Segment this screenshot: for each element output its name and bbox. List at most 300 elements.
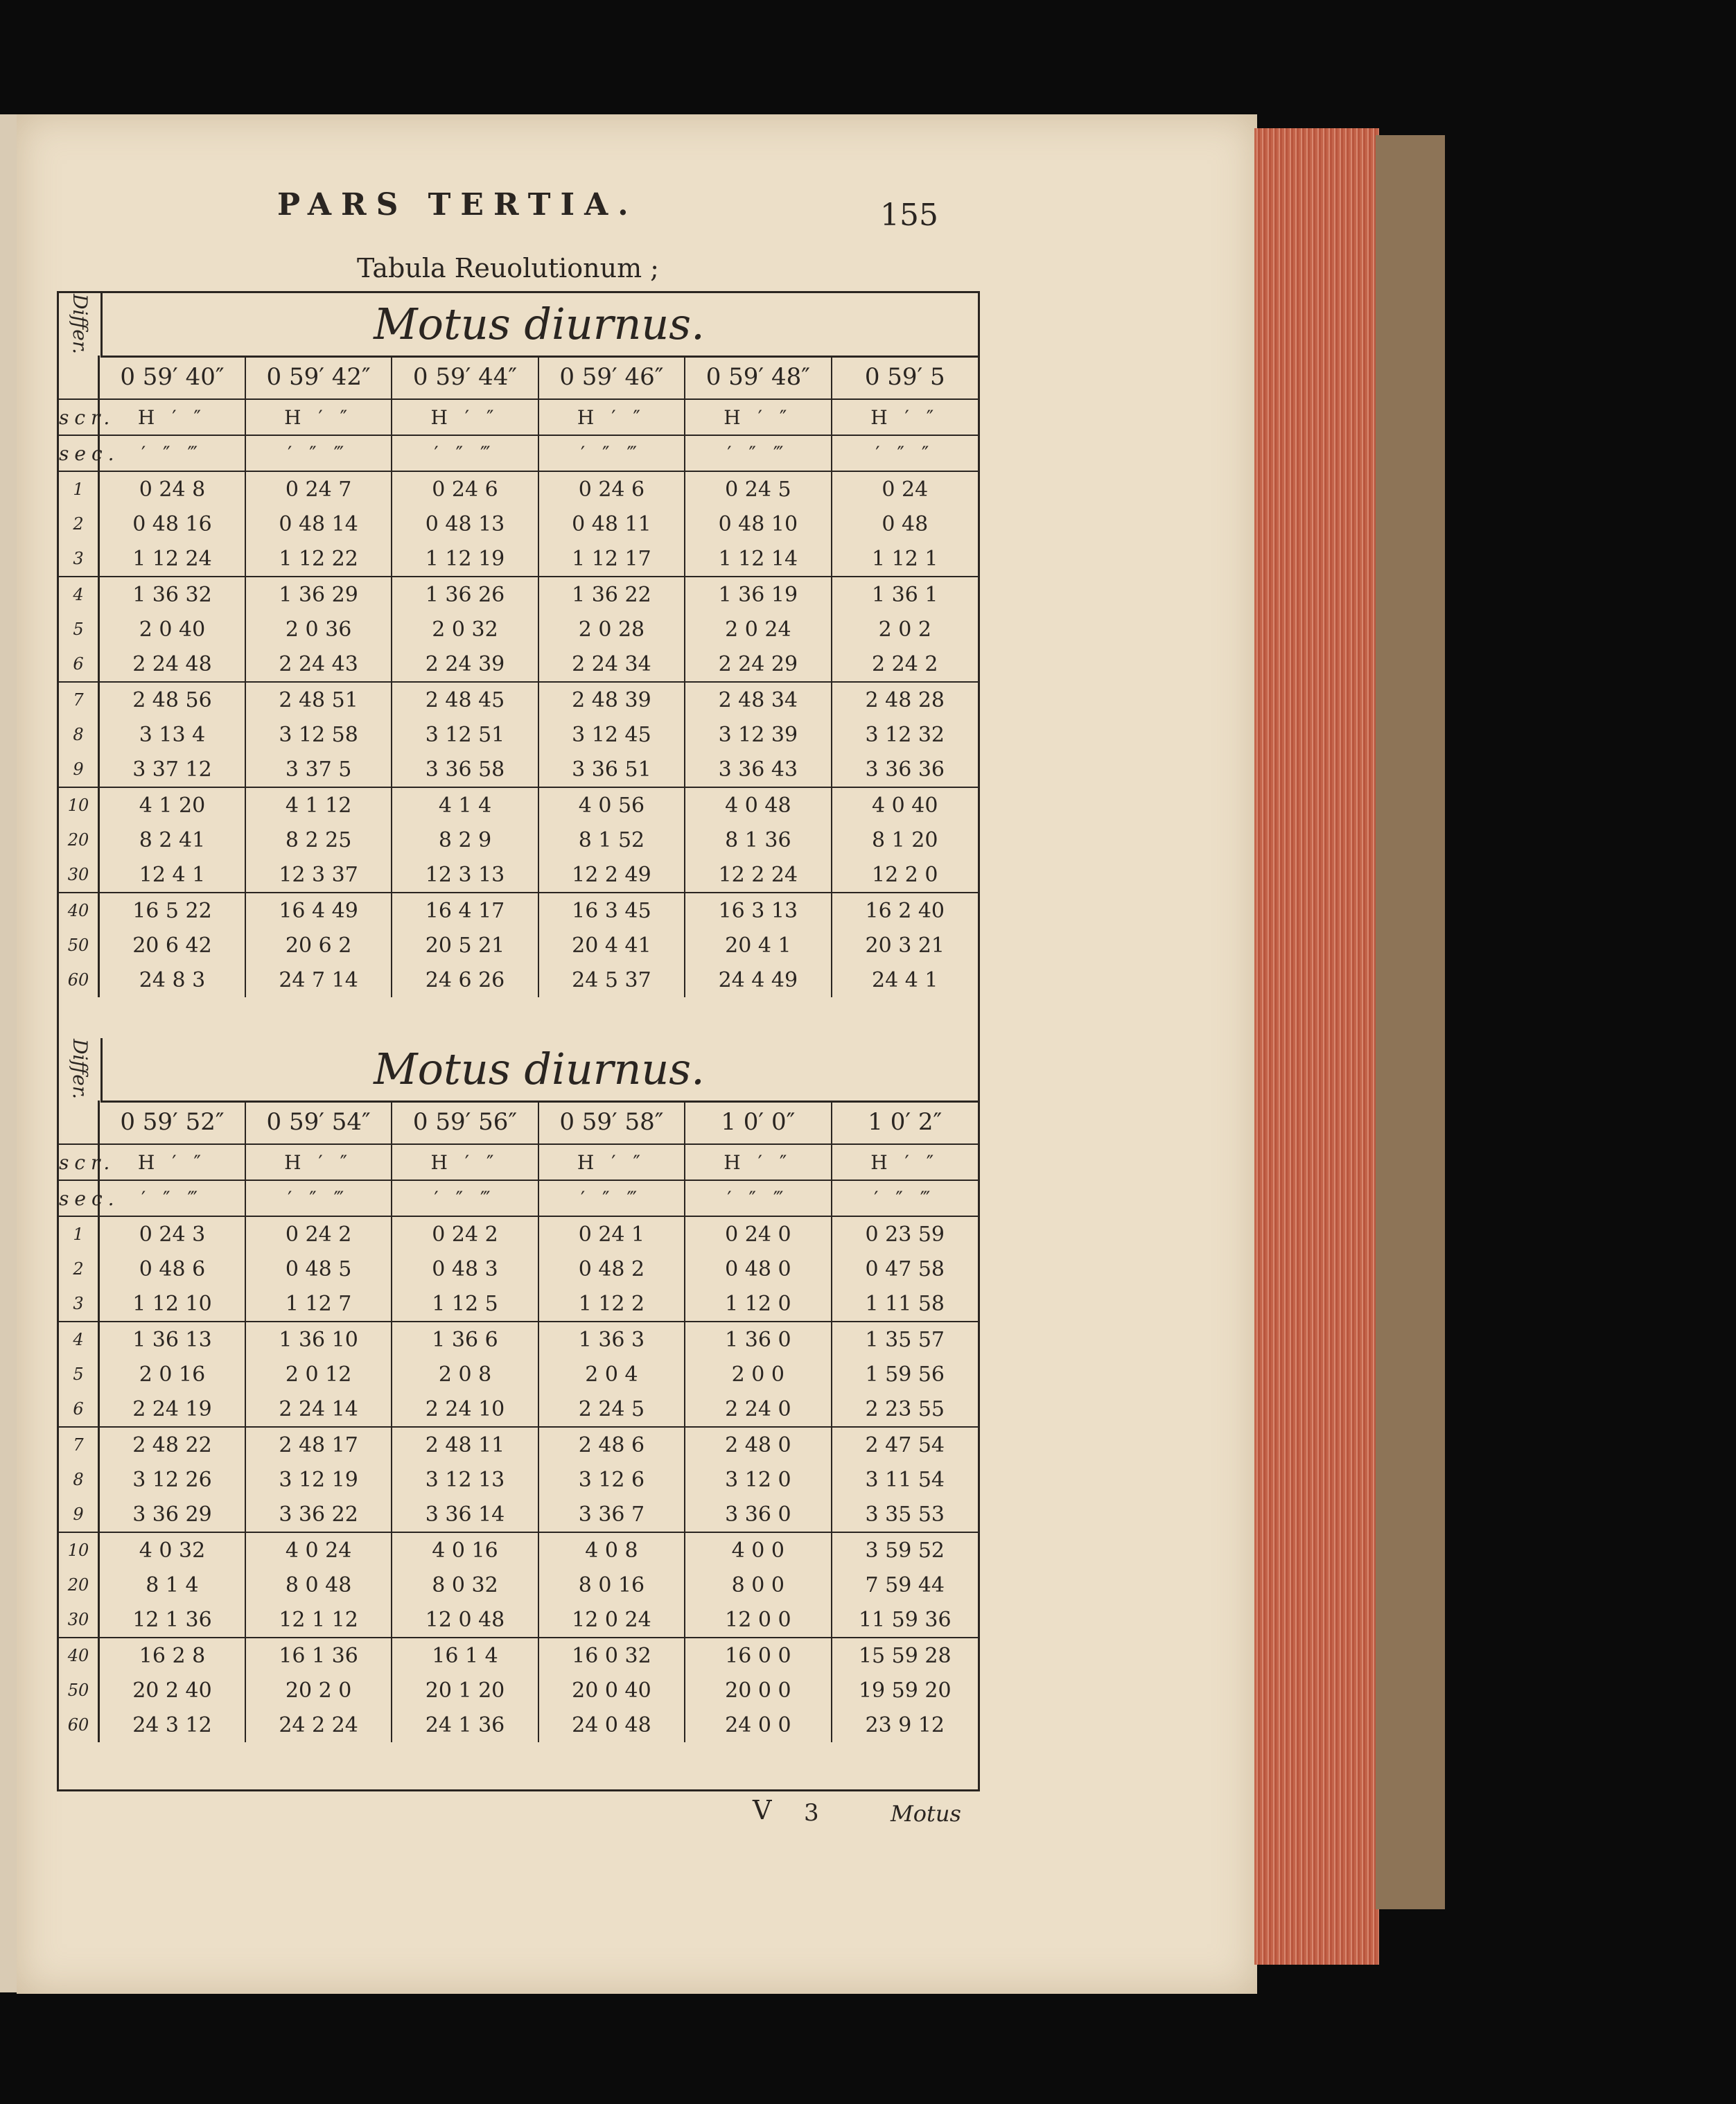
table-cell: 2 0 2 (832, 612, 978, 647)
table-cell: 0 59′ 46″ (538, 356, 685, 399)
table-cell: 2 48 45 (392, 682, 538, 717)
table-cell: 2 0 12 (245, 1357, 392, 1392)
row-label: 7 (59, 1427, 99, 1462)
table-cell: 1 59 56 (832, 1357, 978, 1392)
table-cell: 24 5 37 (538, 963, 685, 997)
table-cell: 20 4 1 (685, 928, 831, 963)
table-cell: 2 48 22 (99, 1427, 245, 1462)
row-label: scr. (59, 399, 99, 435)
table-cell: 20 6 2 (245, 928, 392, 963)
table-row (59, 471, 978, 507)
table-cell: 8 0 16 (538, 1568, 685, 1602)
table-cell: 2 24 14 (245, 1392, 392, 1427)
row-label: 50 (59, 1673, 99, 1708)
table-cell: 20 3 21 (832, 928, 978, 963)
table-cell: ′ ″ ‴ (99, 435, 245, 471)
table-cell: 3 59 52 (832, 1532, 978, 1568)
table-cell: 0 24 1 (538, 1216, 685, 1252)
row-label: 20 (59, 823, 99, 857)
row-label: 8 (59, 1462, 99, 1497)
table-cell: 0 48 10 (685, 507, 831, 541)
table-row (59, 1602, 978, 1638)
table-cell: 8 1 36 (685, 823, 831, 857)
table-cell: 0 59′ 42″ (245, 356, 392, 399)
table-cell: 3 12 13 (392, 1462, 538, 1497)
row-label: 6 (59, 647, 99, 682)
table-row (59, 1568, 978, 1602)
table-cell: 20 1 20 (392, 1673, 538, 1708)
table-cell: 0 59′ 52″ (99, 1101, 245, 1144)
table-cell: 0 24 6 (392, 471, 538, 507)
table-row (59, 857, 978, 893)
table-row (59, 1357, 978, 1392)
table-cell: 2 0 40 (99, 612, 245, 647)
table-cell: 1 36 10 (245, 1322, 392, 1357)
table-cell: 1 12 2 (538, 1286, 685, 1322)
table-cell: 4 0 56 (538, 787, 685, 823)
revolution-table (57, 291, 980, 1791)
table-cell: 0 23 59 (832, 1216, 978, 1252)
table-cell: ′ ″ ‴ (685, 435, 831, 471)
table-cell: 1 12 22 (245, 541, 392, 577)
table-cell: H ′ ″ (99, 399, 245, 435)
table-cell: 12 2 0 (832, 857, 978, 893)
table-cell: 3 11 54 (832, 1462, 978, 1497)
table-cell: 2 0 36 (245, 612, 392, 647)
table-cell: 3 12 0 (685, 1462, 831, 1497)
table-cell: 0 59′ 5 (832, 356, 978, 399)
table-cell: 20 5 21 (392, 928, 538, 963)
row-label: 60 (59, 1708, 99, 1742)
sub-table-1 (59, 356, 978, 997)
table-cell: 0 59′ 54″ (245, 1101, 392, 1144)
table-cell: 3 36 14 (392, 1497, 538, 1532)
table-row (59, 752, 978, 787)
table-cell: 3 12 39 (685, 717, 831, 752)
book-cover-edge (1376, 135, 1445, 1909)
table-cell: 2 24 2 (832, 647, 978, 682)
table-row (59, 1180, 978, 1216)
table-cell: 4 0 32 (99, 1532, 245, 1568)
table-cell: H ′ ″ (538, 1144, 685, 1180)
table-cell: H ′ ″ (99, 1144, 245, 1180)
table-cell: H ′ ″ (538, 399, 685, 435)
row-label: scr. (59, 1144, 99, 1180)
table-cell: 3 12 58 (245, 717, 392, 752)
table-cell: 1 0′ 2″ (832, 1101, 978, 1144)
table-cell: 16 5 22 (99, 893, 245, 928)
table-cell: 24 4 49 (685, 963, 831, 997)
table-cell: H ′ ″ (245, 1144, 392, 1180)
table-cell: 2 0 28 (538, 612, 685, 647)
row-label: 4 (59, 1322, 99, 1357)
table-cell: 0 48 16 (99, 507, 245, 541)
signature-mark: V (753, 1795, 772, 1825)
table-cell: 7 59 44 (832, 1568, 978, 1602)
table-cell: 0 59′ 56″ (392, 1101, 538, 1144)
row-label: 5 (59, 1357, 99, 1392)
table-cell: 0 47 58 (832, 1252, 978, 1286)
table-cell: 16 0 32 (538, 1638, 685, 1673)
table-row (59, 1532, 978, 1568)
table-cell: 4 0 0 (685, 1532, 831, 1568)
table-cell: 0 24 6 (538, 471, 685, 507)
table-cell: 3 13 4 (99, 717, 245, 752)
table-cell: 16 4 17 (392, 893, 538, 928)
table-cell: 2 48 28 (832, 682, 978, 717)
table-row (59, 435, 978, 471)
table-cell: 3 36 36 (832, 752, 978, 787)
table-cell: 8 0 0 (685, 1568, 831, 1602)
table-cell: 1 36 3 (538, 1322, 685, 1357)
table-cell: 4 0 48 (685, 787, 831, 823)
table-cell: ′ ″ ‴ (245, 1180, 392, 1216)
table-cell: 0 59′ 48″ (685, 356, 831, 399)
row-label: 2 (59, 507, 99, 541)
table-cell: 0 59′ 40″ (99, 356, 245, 399)
table-cell: 2 24 48 (99, 647, 245, 682)
table-row (59, 541, 978, 577)
table-row (59, 1638, 978, 1673)
table-cell: 0 24 3 (99, 1216, 245, 1252)
table-cell: 0 24 5 (685, 471, 831, 507)
table-cell: 0 48 13 (392, 507, 538, 541)
table-row (59, 823, 978, 857)
row-label: 1 (59, 1216, 99, 1252)
table-cell: 3 12 6 (538, 1462, 685, 1497)
table-cell: 4 0 8 (538, 1532, 685, 1568)
table-cell: 2 0 24 (685, 612, 831, 647)
table-cell: 2 24 34 (538, 647, 685, 682)
table-cell: 12 3 37 (245, 857, 392, 893)
table-cell: 20 0 40 (538, 1673, 685, 1708)
table-cell: 0 24 2 (392, 1216, 538, 1252)
table-cell: 2 48 11 (392, 1427, 538, 1462)
table-cell: ′ ″ ‴ (685, 1180, 831, 1216)
table-cell: 0 48 11 (538, 507, 685, 541)
table-cell: 2 24 43 (245, 647, 392, 682)
table-cell: 3 12 19 (245, 1462, 392, 1497)
table-cell: 0 59′ 44″ (392, 356, 538, 399)
table-cell: 19 59 20 (832, 1673, 978, 1708)
row-label: 60 (59, 963, 99, 997)
table-cell: 1 35 57 (832, 1322, 978, 1357)
table-cell: 24 7 14 (245, 963, 392, 997)
row-label: 10 (59, 1532, 99, 1568)
table-cell: 20 0 0 (685, 1673, 831, 1708)
row-label (59, 356, 99, 399)
table-cell: 16 1 36 (245, 1638, 392, 1673)
motion-table (59, 356, 978, 997)
table-cell: H ′ ″ (685, 1144, 831, 1180)
table-cell: 1 36 13 (99, 1322, 245, 1357)
table-cell: 1 12 24 (99, 541, 245, 577)
table-cell: 2 24 29 (685, 647, 831, 682)
table-cell: 12 0 24 (538, 1602, 685, 1638)
table-cell: 12 1 36 (99, 1602, 245, 1638)
table-cell: 1 36 0 (685, 1322, 831, 1357)
table-cell: 0 48 3 (392, 1252, 538, 1286)
table-cell: 12 2 24 (685, 857, 831, 893)
table-cell: 1 12 5 (392, 1286, 538, 1322)
table-cell: 0 59′ 58″ (538, 1101, 685, 1144)
table-cell: 2 48 17 (245, 1427, 392, 1462)
table-cell: 2 24 0 (685, 1392, 831, 1427)
table-cell: 16 3 45 (538, 893, 685, 928)
table-cell: 16 2 40 (832, 893, 978, 928)
table-row (59, 1322, 978, 1357)
table-cell: 20 4 41 (538, 928, 685, 963)
table-cell: 2 48 39 (538, 682, 685, 717)
table-cell: 0 24 7 (245, 471, 392, 507)
page-number: 155 (880, 198, 938, 233)
table-cell: 1 36 32 (99, 577, 245, 612)
row-label: 50 (59, 928, 99, 963)
table-cell: ′ ″ ‴ (832, 1180, 978, 1216)
table-cell: 2 24 10 (392, 1392, 538, 1427)
table-cell: 20 2 40 (99, 1673, 245, 1708)
table-cell: 3 12 26 (99, 1462, 245, 1497)
running-head: PARS TERTIA. (277, 187, 638, 222)
table-cell: 24 3 12 (99, 1708, 245, 1742)
table-cell: H ′ ″ (392, 399, 538, 435)
table-cell: 4 1 20 (99, 787, 245, 823)
table-row (59, 399, 978, 435)
table-cell: 2 0 0 (685, 1357, 831, 1392)
row-label: 4 (59, 577, 99, 612)
table-cell: 2 0 4 (538, 1357, 685, 1392)
table-cell: 4 0 24 (245, 1532, 392, 1568)
table-cell: 4 0 16 (392, 1532, 538, 1568)
table-cell: 1 36 26 (392, 577, 538, 612)
table-cell: 24 1 36 (392, 1708, 538, 1742)
table-cell: 3 36 29 (99, 1497, 245, 1532)
row-label: 2 (59, 1252, 99, 1286)
table-row (59, 1286, 978, 1322)
table-cell: H ′ ″ (832, 399, 978, 435)
table-cell: 12 0 48 (392, 1602, 538, 1638)
row-label: 30 (59, 857, 99, 893)
table-cell: 4 1 12 (245, 787, 392, 823)
table-cell: 16 3 13 (685, 893, 831, 928)
table-cell: 24 0 0 (685, 1708, 831, 1742)
table-cell: 4 1 4 (392, 787, 538, 823)
side-label-differ-2: Differ. (59, 1038, 103, 1101)
table-cell: 1 36 6 (392, 1322, 538, 1357)
table-cell: 24 8 3 (99, 963, 245, 997)
row-label: 9 (59, 752, 99, 787)
table-cell: 2 24 5 (538, 1392, 685, 1427)
table-cell: 0 48 2 (538, 1252, 685, 1286)
table-cell: 8 1 20 (832, 823, 978, 857)
row-label: 10 (59, 787, 99, 823)
table-row (59, 963, 978, 997)
table-cell: H ′ ″ (245, 399, 392, 435)
table-cell: 2 24 19 (99, 1392, 245, 1427)
row-label: 40 (59, 1638, 99, 1673)
table-title-2: Motus diurnus. (100, 1038, 978, 1103)
table-cell: 3 36 51 (538, 752, 685, 787)
row-label: 9 (59, 1497, 99, 1532)
table-cell: 8 1 52 (538, 823, 685, 857)
table-cell: 2 0 16 (99, 1357, 245, 1392)
row-label (59, 1101, 99, 1144)
row-label: 40 (59, 893, 99, 928)
table-cell: 24 2 24 (245, 1708, 392, 1742)
table-cell: 8 1 4 (99, 1568, 245, 1602)
row-label: 1 (59, 471, 99, 507)
table-cell: 2 48 56 (99, 682, 245, 717)
table-row (59, 1462, 978, 1497)
table-cell: 3 12 51 (392, 717, 538, 752)
table-row (59, 682, 978, 717)
table-cell: 0 48 5 (245, 1252, 392, 1286)
table-row (59, 1101, 978, 1144)
table-row (59, 1497, 978, 1532)
table-cell: 12 3 13 (392, 857, 538, 893)
table-cell: 8 2 41 (99, 823, 245, 857)
row-label: 3 (59, 541, 99, 577)
table-cell: ′ ″ ‴ (538, 435, 685, 471)
row-label: sec. (59, 435, 99, 471)
row-label: 6 (59, 1392, 99, 1427)
row-label: sec. (59, 1180, 99, 1216)
table-cell: 1 36 1 (832, 577, 978, 612)
table-row (59, 1392, 978, 1427)
row-label: 7 (59, 682, 99, 717)
table-cell: 3 12 45 (538, 717, 685, 752)
table-cell: 3 35 53 (832, 1497, 978, 1532)
table-row (59, 1708, 978, 1742)
row-label: 3 (59, 1286, 99, 1322)
table-cell: 16 0 0 (685, 1638, 831, 1673)
table-cell: 2 48 34 (685, 682, 831, 717)
table-row (59, 1252, 978, 1286)
table-cell: 1 11 58 (832, 1286, 978, 1322)
table-cell: 3 36 7 (538, 1497, 685, 1532)
table-row (59, 1144, 978, 1180)
table-cell: 12 0 0 (685, 1602, 831, 1638)
table-row (59, 893, 978, 928)
motion-table (59, 1101, 978, 1742)
table-cell: 3 36 0 (685, 1497, 831, 1532)
table-row (59, 577, 978, 612)
table-cell: 0 48 6 (99, 1252, 245, 1286)
table-cell: 1 12 10 (99, 1286, 245, 1322)
table-cell: 23 9 12 (832, 1708, 978, 1742)
table-cell: 3 36 43 (685, 752, 831, 787)
table-cell: 2 24 39 (392, 647, 538, 682)
table-cell: 20 6 42 (99, 928, 245, 963)
side-label-differ: Differ. (59, 293, 103, 356)
table-cell: 8 0 32 (392, 1568, 538, 1602)
table-cell: 1 12 1 (832, 541, 978, 577)
table-cell: 8 2 9 (392, 823, 538, 857)
table-row (59, 612, 978, 647)
sub-table-2 (59, 1101, 978, 1742)
table-cell: 0 24 8 (99, 471, 245, 507)
table-cell: ′ ″ ″ (832, 435, 978, 471)
page-subtitle: Tabula Reuolutionum ; (357, 253, 659, 283)
row-label: 5 (59, 612, 99, 647)
table-cell: 1 0′ 0″ (685, 1101, 831, 1144)
table-cell: 2 48 0 (685, 1427, 831, 1462)
table-cell: 1 12 19 (392, 541, 538, 577)
table-cell: 3 12 32 (832, 717, 978, 752)
table-row (59, 787, 978, 823)
table-cell: 2 47 54 (832, 1427, 978, 1462)
table-row (59, 928, 978, 963)
table-cell: 24 6 26 (392, 963, 538, 997)
page-fore-edge (1254, 128, 1379, 1965)
table-cell: ′ ″ ‴ (245, 435, 392, 471)
table-cell: 20 2 0 (245, 1673, 392, 1708)
table-cell: 3 37 12 (99, 752, 245, 787)
table-cell: 3 36 22 (245, 1497, 392, 1532)
row-label: 8 (59, 717, 99, 752)
table-cell: 0 24 0 (685, 1216, 831, 1252)
table-cell: 1 36 29 (245, 577, 392, 612)
table-title-1: Motus diurnus. (100, 293, 978, 358)
table-cell: 1 12 0 (685, 1286, 831, 1322)
table-cell: 12 1 12 (245, 1602, 392, 1638)
table-cell: 0 48 0 (685, 1252, 831, 1286)
catchword: Motus (891, 1800, 961, 1827)
table-cell: 12 4 1 (99, 857, 245, 893)
table-cell: 24 0 48 (538, 1708, 685, 1742)
table-cell: 1 36 19 (685, 577, 831, 612)
table-cell: 4 0 40 (832, 787, 978, 823)
table-row (59, 356, 978, 399)
table-cell: ′ ″ ‴ (99, 1180, 245, 1216)
table-cell: 0 24 (832, 471, 978, 507)
table-cell: 0 48 14 (245, 507, 392, 541)
table-cell: 0 24 2 (245, 1216, 392, 1252)
table-cell: 1 12 17 (538, 541, 685, 577)
table-cell: 2 48 6 (538, 1427, 685, 1462)
table-row (59, 507, 978, 541)
table-cell: 3 37 5 (245, 752, 392, 787)
table-row (59, 717, 978, 752)
table-cell: H ′ ″ (685, 399, 831, 435)
table-cell: 16 1 4 (392, 1638, 538, 1673)
table-cell: 8 2 25 (245, 823, 392, 857)
table-cell: 2 23 55 (832, 1392, 978, 1427)
row-label: 20 (59, 1568, 99, 1602)
table-cell: 1 36 22 (538, 577, 685, 612)
table-cell: ′ ″ ‴ (538, 1180, 685, 1216)
table-row (59, 1427, 978, 1462)
table-cell: 1 12 14 (685, 541, 831, 577)
table-cell: 24 4 1 (832, 963, 978, 997)
table-cell: ′ ″ ‴ (392, 435, 538, 471)
table-cell: 2 0 8 (392, 1357, 538, 1392)
table-row (59, 1216, 978, 1252)
table-cell: H ′ ″ (392, 1144, 538, 1180)
table-row (59, 1673, 978, 1708)
table-cell: 0 48 (832, 507, 978, 541)
table-cell: 8 0 48 (245, 1568, 392, 1602)
table-cell: 1 12 7 (245, 1286, 392, 1322)
row-label: 30 (59, 1602, 99, 1638)
table-row (59, 647, 978, 682)
table-cell: 11 59 36 (832, 1602, 978, 1638)
table-cell: 15 59 28 (832, 1638, 978, 1673)
table-cell: 3 36 58 (392, 752, 538, 787)
signature-number: 3 (804, 1799, 819, 1827)
table-cell: 2 0 32 (392, 612, 538, 647)
table-cell: 16 4 49 (245, 893, 392, 928)
